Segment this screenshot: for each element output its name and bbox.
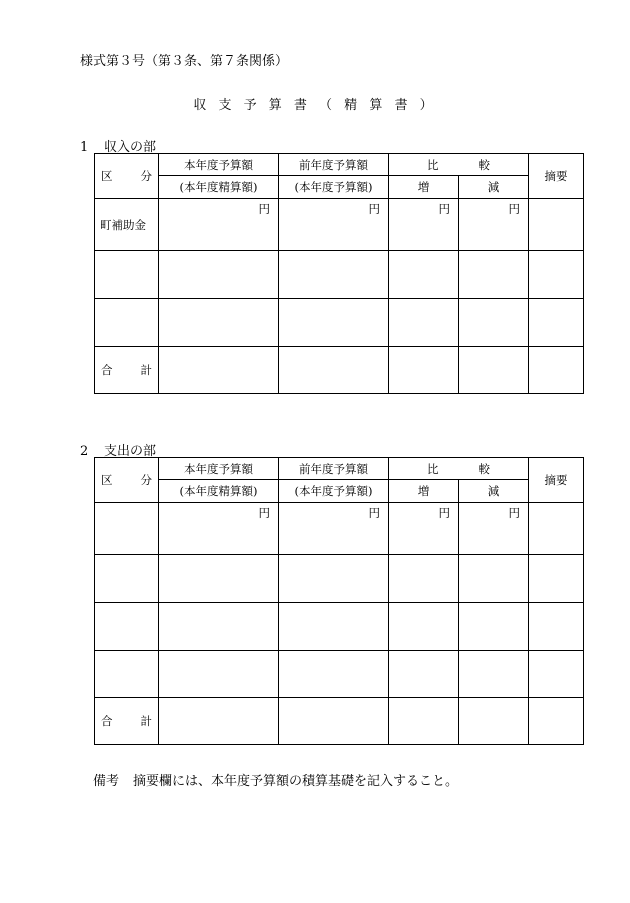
expense-table	[94, 457, 584, 745]
table-row	[95, 603, 584, 651]
note-text: 摘要欄には、本年度予算額の積算基礎を記入すること。	[133, 774, 459, 789]
table-row	[95, 299, 584, 347]
total-label	[95, 698, 159, 745]
row-label: 町補助金	[95, 199, 159, 251]
note-label: 備考	[93, 774, 120, 789]
row-label[interactable]	[95, 651, 159, 698]
income-section-label: 収入の部	[104, 140, 157, 155]
comparison-header	[389, 154, 529, 176]
row-label[interactable]	[95, 251, 159, 299]
unit-label: 円	[459, 199, 529, 251]
table-row	[95, 651, 584, 698]
category-header	[95, 458, 159, 503]
total-row	[95, 698, 584, 745]
decrease-header: 減	[459, 176, 529, 199]
category-header	[95, 154, 159, 199]
row-label[interactable]	[95, 299, 159, 347]
unit-label: 円	[389, 199, 459, 251]
increase-header: 増	[389, 176, 459, 199]
current-year-subheader: (本年度精算額)	[159, 176, 279, 199]
row-label[interactable]	[95, 555, 159, 603]
category-header-b: 分	[140, 473, 152, 487]
current-year-header: 本年度予算額	[159, 458, 279, 480]
comparison-header-b: 較	[478, 157, 490, 172]
current-year-header: 本年度予算額	[159, 154, 279, 176]
expense-section-number: 2	[80, 444, 89, 459]
previous-year-subheader: (本年度予算額)	[279, 176, 389, 199]
table-row	[95, 555, 584, 603]
remarks-header: 摘要	[529, 154, 584, 199]
table-row	[95, 503, 584, 555]
remarks-cell[interactable]	[529, 503, 584, 555]
comparison-header-b: 較	[478, 461, 490, 476]
category-header-b: 分	[140, 169, 152, 183]
expense-section-label: 支出の部	[104, 444, 157, 459]
note	[93, 770, 458, 789]
previous-year-subheader: (本年度予算額)	[279, 480, 389, 503]
total-label-b: 計	[140, 363, 152, 377]
increase-header: 増	[389, 480, 459, 503]
current-year-subheader: (本年度精算額)	[159, 480, 279, 503]
total-label-a: 合	[101, 714, 113, 728]
total-row	[95, 347, 584, 394]
unit-label: 円	[159, 503, 279, 555]
total-label-b: 計	[140, 714, 152, 728]
previous-year-header: 前年度予算額	[279, 154, 389, 176]
income-table	[94, 153, 584, 394]
table-row	[95, 251, 584, 299]
unit-label: 円	[459, 503, 529, 555]
unit-label: 円	[389, 503, 459, 555]
remarks-header: 摘要	[529, 458, 584, 503]
unit-label: 円	[159, 199, 279, 251]
comparison-header-a: 比	[427, 157, 439, 172]
comparison-header	[389, 458, 529, 480]
unit-label: 円	[279, 503, 389, 555]
income-section-number: 1	[80, 140, 89, 155]
category-header-a: 区	[101, 169, 113, 183]
remarks-cell[interactable]	[529, 199, 584, 251]
form-number: 様式第３号（第３条、第７条関係）	[80, 54, 289, 69]
category-header-a: 区	[101, 473, 113, 487]
previous-year-header: 前年度予算額	[279, 458, 389, 480]
document-title: 収 支 予 算 書 （ 精 算 書 ）	[193, 98, 437, 113]
row-label[interactable]	[95, 503, 159, 555]
row-label[interactable]	[95, 603, 159, 651]
total-label-a: 合	[101, 363, 113, 377]
decrease-header: 減	[459, 480, 529, 503]
total-label	[95, 347, 159, 394]
unit-label: 円	[279, 199, 389, 251]
comparison-header-a: 比	[427, 461, 439, 476]
table-row	[95, 199, 584, 251]
